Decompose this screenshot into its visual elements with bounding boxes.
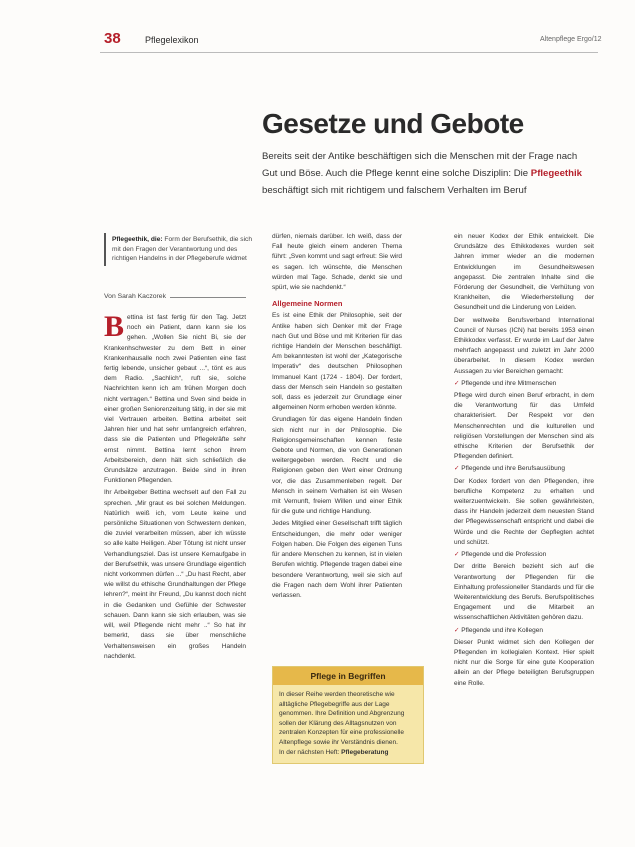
- paragraph: Dieser Punkt widmet sich den Kollegen der Pflegenden im kollegialen Kontext. Hier spielt nicht nur die Sorge für eine gute Kooperation allein an der Pflege beteiligten Berufsgruppen eine Rolle.: [454, 638, 594, 687]
- article-title: Gesetze und Gebote: [262, 108, 524, 139]
- paragraph: Jedes Mitglied einer Gesellschaft trifft täglich Entscheidungen, die mehr oder weniger Folgen haben. Die Folgen des eigenen Tuns für andere Menschen zu kennen, ist in vielen Berufen wichtig. Pflegende tragen dabei eine besondere Verantwortung, weil sie sich auf die Fragen nach dem Wohl ihrer Patienten verlassen.: [272, 520, 402, 599]
- paragraph: Der weltweite Berufsverband International Council of Nurses (ICN) hat bereits 1953 einen Ethikkodex verfasst. Er wurde im Lauf der Jahre mehrfach angepasst und zuletzt im Jahr 2000 überarbeitet. In diesem Kodex werden Aussagen zu vier Bereichen gemacht:: [454, 316, 594, 375]
- header-divider: [100, 52, 598, 53]
- section-label: Pflegelexikon: [145, 35, 199, 45]
- paragraph: Der Kodex fordert von den Pflegenden, ihre berufliche Kompetenz zu erhalten und weiterzuentwickeln. Sie sollen gewährleisten, dass ihr Handeln jederzeit dem neuesten Stand der Pflegewissenschaft entspricht und dabei die Würde und die Rechte der Gepflegten achtet und schützt.: [454, 477, 594, 546]
- series-info-box: [272, 666, 424, 764]
- check-icon: ✓: [454, 551, 460, 559]
- definition-box: [104, 233, 258, 266]
- author-divider: [170, 297, 246, 298]
- paragraph: Es ist eine Ethik der Philosophie, seit der Antike haben sich Denker mit der Frage nach Gut und Böse und mit Kriterien für das richtige Handeln der Menschen beschäftigt. Am bekanntesten ist wohl der „Kategorische Imperativ“ des deutschen Philosophen Immanuel Kant (1724 - 1804). Der fordert, dass der Mensch sein Handeln so gestalten soll, dass es jederzeit zur Grundlage einer allgemeinen Norm erhoben werden könnte.: [272, 312, 402, 412]
- paragraph-text: ettina ist fast fertig für den Tag. Jetzt noch ein Patient, dann kann sie los gehen. „Wollen Sie nicht Bi, sie der Krankenhschwester zu dem Bett in einer Krankenhausalle noch zwei Patienten eine fast fertig lebende, unsicher gebaut ...“, tönt es aus dem Radio. „Sachlich“, ruft sie, solche Nachrichten kenn ich am frühen Morgen doch nicht vertragen.“ Bettina und Sven sind beide in einer großen Seniorenzeitung tätig, in der sie mit viel Vertrauen arbeiten. Bettina arbeitet seit Jahren hier und hat sehr umfangreich erfahren, dass sie die Patienten und Pflegekräfte sehr ernst nimmt. Bettina lernt schon ihrem Arbeitsbereich, denn hält sich schließlich die Grundsätze anzutragen. Beide sind in ihren Funktionen Pflegenden.: [104, 314, 246, 485]
- page-number: 38: [104, 30, 121, 47]
- article-lead: [262, 148, 584, 199]
- list-item: [454, 550, 594, 560]
- drop-cap: B: [104, 310, 125, 343]
- info-box-text: [273, 685, 423, 763]
- list-item-label: Pflegende und ihre Mitmenschen: [461, 379, 557, 387]
- definition-term: Pflegeethik, die:: [112, 236, 163, 243]
- list-item-label: Pflegende und ihre Berufsausübung: [461, 465, 565, 473]
- list-item-label: Pflegende und ihre Kollegen: [461, 626, 543, 634]
- lead-text-start: Bereits seit der Antike beschäftigen sich die Menschen mit der Frage nach Gut und Böse. Auch die Pflege kennt eine solche Disziplin: Die: [262, 151, 578, 179]
- list-item: [454, 464, 594, 474]
- paragraph: dürfen, niemals darüber. Ich weiß, dass der Fall heute gleich einem anderen Thema führt: „Sven kommt und sagt erfreut: Sie wird es sagen. Ich wünschte, die Menschen würden mal Tage. Schade, denkt sie und spürt, wie sie nachdenkt.“: [272, 233, 402, 292]
- paragraph: Der dritte Bereich bezieht sich auf die Verantwortung der Pflegenden für die Einhaltung professioneller Standards und für die Weiterentwicklung des Berufs. Berufspolitisches Engagement und die Mitarbeit an wissenschaftlichen Aktivitäten gehören dazu.: [454, 563, 594, 622]
- text-column-2: [272, 232, 402, 603]
- info-box-body: In dieser Reihe werden theoretische wie alltägliche Pflegebegriffe aus der Lage genommen. Ihre Definition und Abgrenzung sollen der Klärung des Alltagsnutzen von zentralen Konzepten für eine professionelle Altenpflege sowie ihr Verständnis dienen.: [279, 691, 405, 746]
- lead-text-end: beschäftigt sich mit richtigem und falschem Verhalten im Beruf: [262, 185, 527, 196]
- definition-text: Form der Berufsethik, die sich mit den Fragen der Verantwortung und des richtigen Handelns in der Pflegeberufe widmet: [112, 236, 253, 262]
- paragraph: ein neuer Kodex der Ethik entwickelt. Die Grundsätze des Ethikkodexes wurden seit Jahren immer wieder an die modernen Entwicklungen im Gesundheitswesen angepasst. Die zentralen Inhalte sind die Förderung der Gesundheit, die Verhütung von Krankheiten, die Wiederherstellung der Gesundheit und die Linderung von Leiden.: [454, 233, 594, 312]
- paragraph: Grundlagen für das eigene Handeln finden sich nicht nur in der Philosophie. Die Religionsgemeinschaften kennen feste Gebote und Normen, die von Generationen weitergegeben werden. Recht und die Religionen geben den Wert einer Ordnung vor, die das Zusammenleben regelt. Der Mensch in seinem Verhalten ist ein Wesen mit Vernunft, freiem Willen und einer Ethik für die gute und richtige Handlung.: [272, 416, 402, 516]
- list-item: [454, 626, 594, 636]
- magazine-label: Altenpflege Ergo/12: [540, 36, 602, 43]
- paragraph: Ihr Arbeitgeber Bettina wechselt auf den Fall zu sprechen. „Mir graut es bei solchen Meldungen. Natürlich weiß ich, vom Leute keine und persönliche Situationen von Schwestern denken, die zuviel verarbeiten müssen, aber ich wüsste so alle kalte Heiligen. Aber Tötung ist nicht unser Verhandlungsziel. Das ist unsere Kernaufgabe in der Berufsethik, was unsere Grundlage eigentlich nicht vorkommen dürfen ...“ „Du hast Recht, aber wie willst du ethische Grundhaltungen der Pflege lehren?“, meint ihr Freund, „Du kannst doch nicht in die Gedanken und Gefühle der Schwester schauen. Dann kann sie sich erlauben, was sie will, weil Pflegende nicht mehr ..“ So hat ihr bemerkt, dass sie über menschliche Verhaltensweisen ein großes Handeln nachdenkt.: [104, 489, 246, 660]
- check-icon: ✓: [454, 465, 460, 473]
- next-issue-topic: Pflegeberatung: [341, 748, 389, 756]
- info-box-title: Pflege in Begriffen: [273, 667, 423, 685]
- check-icon: ✓: [454, 379, 460, 387]
- paragraph: [104, 310, 246, 486]
- subheading: Allgemeine Normen: [272, 299, 343, 309]
- next-issue-label: In der nächsten Heft:: [279, 748, 340, 756]
- text-column-1: [104, 310, 246, 664]
- author-byline: Von Sarah Kaczorek: [104, 293, 166, 300]
- list-item: [454, 379, 594, 389]
- check-icon: ✓: [454, 626, 460, 634]
- text-column-3: [454, 232, 594, 691]
- paragraph: Pflege wird durch einen Beruf erbracht, in dem die Verantwortung für das Umfeld charakterisiert. Der Respekt vor den Menschenrechten und die kulturellen und religiösen Vorstellungen der Menschen sind als ethische Kriterien der Berufsethik der Pflegenden definiert.: [454, 392, 594, 461]
- lead-highlight: Pflegeethik: [530, 168, 582, 179]
- list-item-label: Pflegende und die Profession: [461, 551, 547, 559]
